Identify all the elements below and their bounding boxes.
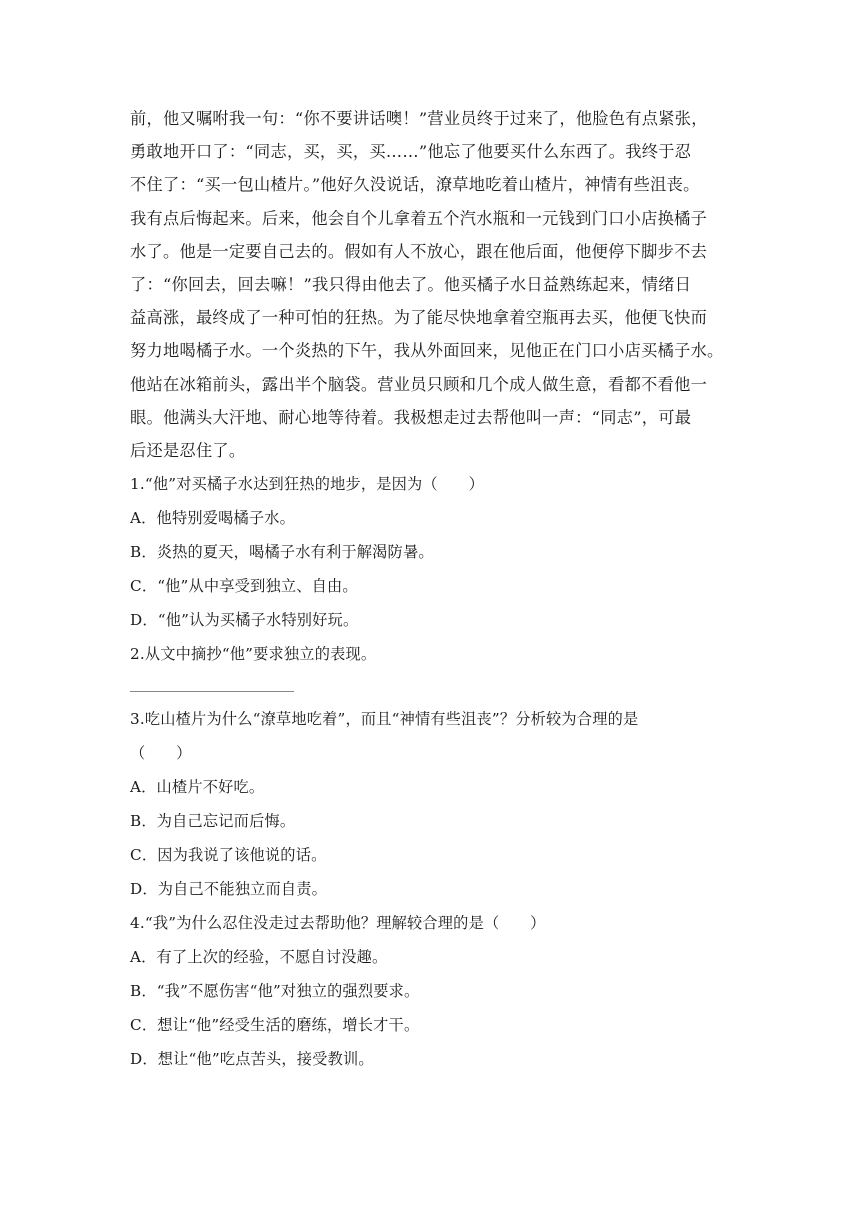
question-stem-continued: （ ） bbox=[130, 744, 192, 763]
passage-line: 了：“你回去，回去嘛！”我只得由他去了。他买橘子水日益熟练起来，情绪日 bbox=[130, 275, 692, 295]
option-a: A．他特别爱喝橘子水。 bbox=[130, 509, 296, 528]
option-b: B．为自己忘记而后悔。 bbox=[130, 812, 296, 831]
option-d: D．想让“他”吃点苦头，接受教训。 bbox=[130, 1050, 374, 1069]
passage-line: 眼。他满头大汗地、耐心地等待着。我极想走过去帮他叫一声：“同志”，可最 bbox=[130, 407, 692, 427]
passage-line: 努力地喝橘子水。一个炎热的下午，我从外面回来，见他正在门口小店买橘子水。 bbox=[130, 341, 724, 361]
question-stem: 4.“我”为什么忍住没走过去帮助他？理解较合理的是（ ） bbox=[130, 914, 546, 933]
passage-line: 水了。他是一定要自己去的。假如有人不放心，跟在他后面，他便停下脚步不去 bbox=[130, 241, 708, 261]
option-d: D．“他”认为买橘子水特别好玩。 bbox=[130, 611, 359, 630]
passage-line: 他站在冰箱前头，露出半个脑袋。营业员只顾和几个成人做生意，看都不看他一 bbox=[130, 374, 708, 394]
passage-line: 勇敢地开口了：“同志，买，买，买……”他忘了他要买什么东西了。我终于忍 bbox=[130, 142, 692, 162]
document-page bbox=[130, 102, 732, 1076]
option-c: C．“他”从中享受到独立、自由。 bbox=[130, 577, 358, 596]
passage-line: 后还是忍住了。 bbox=[130, 441, 246, 461]
option-b: B．“我”不愿伤害“他”对独立的强烈要求。 bbox=[130, 982, 420, 1001]
question-2 bbox=[130, 637, 732, 692]
question-stem: 3.吃山楂片为什么“潦草地吃着”，而且“神情有些沮丧”？分析较为合理的是 bbox=[130, 710, 639, 729]
question-stem: 1.“他”对买橘子水达到狂热的地步，是因为（ ） bbox=[130, 475, 484, 494]
question-4 bbox=[130, 906, 732, 1076]
option-b: B．炎热的夏天，喝橘子水有利于解渴防暑。 bbox=[130, 543, 434, 562]
question-3 bbox=[130, 702, 732, 906]
option-c: C．因为我说了该他说的话。 bbox=[130, 846, 327, 865]
option-a: A．有了上次的经验，不愿自讨没趣。 bbox=[130, 948, 388, 967]
passage-line: 益高涨，最终成了一种可怕的狂热。为了能尽快地拿着空瓶再去买，他便飞快而 bbox=[130, 308, 708, 328]
question-1 bbox=[130, 467, 732, 637]
reading-passage bbox=[130, 102, 732, 467]
option-d: D．为自己不能独立而自责。 bbox=[130, 880, 328, 899]
question-stem: 2.从文中摘抄“他”要求独立的表现。 bbox=[130, 645, 377, 664]
passage-line: 不住了：“买一包山楂片。”他好久没说话，潦草地吃着山楂片，神情有些沮丧。 bbox=[130, 175, 700, 195]
option-c: C．想让“他”经受生活的磨练，增长才干。 bbox=[130, 1016, 420, 1035]
passage-line: 前，他又嘱咐我一句：“你不要讲话噢！”营业员终于过来了，他脸色有点紧张， bbox=[130, 109, 708, 128]
passage-line: 我有点后悔起来。后来，他会自个儿拿着五个汽水瓶和一元钱到门口小店换橘子 bbox=[130, 208, 708, 228]
option-a: A．山楂片不好吃。 bbox=[130, 778, 265, 797]
answer-blank-line bbox=[130, 691, 294, 692]
